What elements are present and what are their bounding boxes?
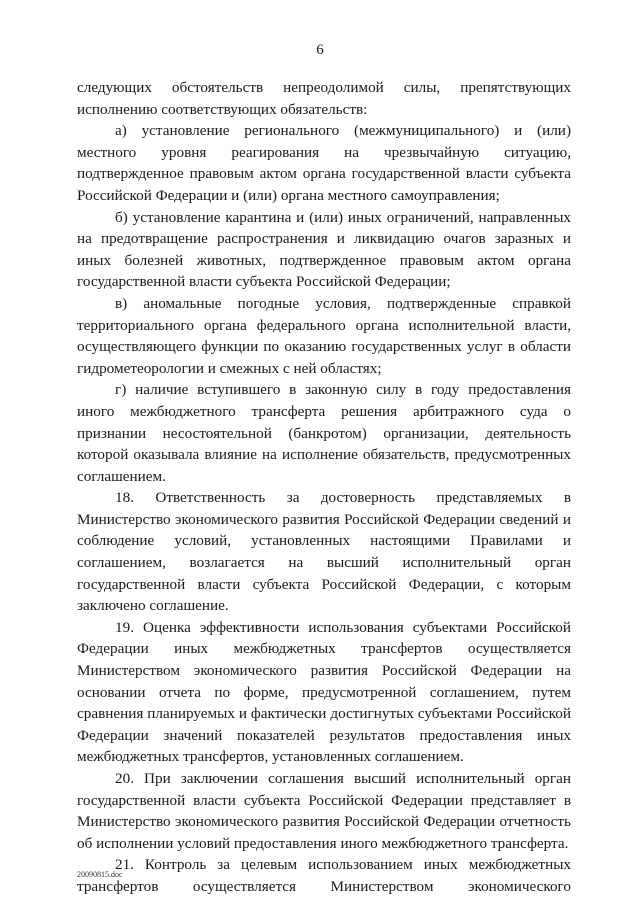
paragraph-clause-18: 18. Ответственность за достоверность представляемых в Министерство экономического развития Российской Федерации сведений и соблюдение условий, установленных настоящими Правилами и соглашением, возлагается на высший исполнительный орган государственной власти субъекта Российской Федерации, с которым заключено соглашение. bbox=[77, 489, 571, 615]
paragraph-item-a: а) установление регионального (межмуниципального) и (или) местного уровня реагирования на чрезвычайную ситуацию, подтвержденное правовым актом органа государственной власти субъекта Российской Федерации и (или) органа местного самоуправления; bbox=[77, 122, 571, 204]
file-name-footer: 20090815.doc bbox=[77, 870, 123, 879]
page-number: 6 bbox=[316, 42, 324, 58]
paragraph-clause-21: 21. Контроль за целевым использованием иных межбюджетных трансфертов осуществляется Министерством экономического bbox=[77, 856, 571, 895]
paragraph-continuation: следующих обстоятельств непреодолимой силы, препятствующих исполнению соответствующих обязательств: bbox=[77, 79, 571, 118]
paragraph-item-g: г) наличие вступившего в законную силу в году предоставления иного межбюджетного трансферта решения арбитражного суда о признании несостоятельной (банкротом) организации, деятельность которой оказывала влияние на исполнение обязательств, предусмотренных соглашением. bbox=[77, 381, 571, 485]
paragraph-clause-19: 19. Оценка эффективности использования субъектами Российской Федерации иных межбюджетных трансфертов осуществляется Министерством экономического развития Российской Федерации на основании отчета по форме, предусмотренной соглашением, путем сравнения планируемых и фактически достигнутых субъектами Российской Федерации значений показателей результатов предоставления иных межбюджетных трансфертов, установленных соглашением. bbox=[77, 618, 571, 766]
document-body bbox=[77, 77, 571, 898]
paragraph-clause-20: 20. При заключении соглашения высший исполнительный орган государственной власти субъекта Российской Федерации представляет в Министерство экономического развития Российской Федерации отчетность об исполнении условий предоставления иного межбюджетного трансферта. bbox=[77, 770, 571, 852]
paragraph-item-v: в) аномальные погодные условия, подтвержденные справкой территориального органа федерального органа исполнительной власти, осуществляющего функции по оказанию государственных услуг в области гидрометеорологии и смежных с ней областях; bbox=[77, 294, 571, 377]
paragraph-item-b: б) установление карантина и (или) иных ограничений, направленных на предотвращение распространения и ликвидацию очагов заразных и иных болезней животных, подтвержденное правовым актом органа государственной власти субъекта Российской Федерации; bbox=[77, 208, 571, 291]
